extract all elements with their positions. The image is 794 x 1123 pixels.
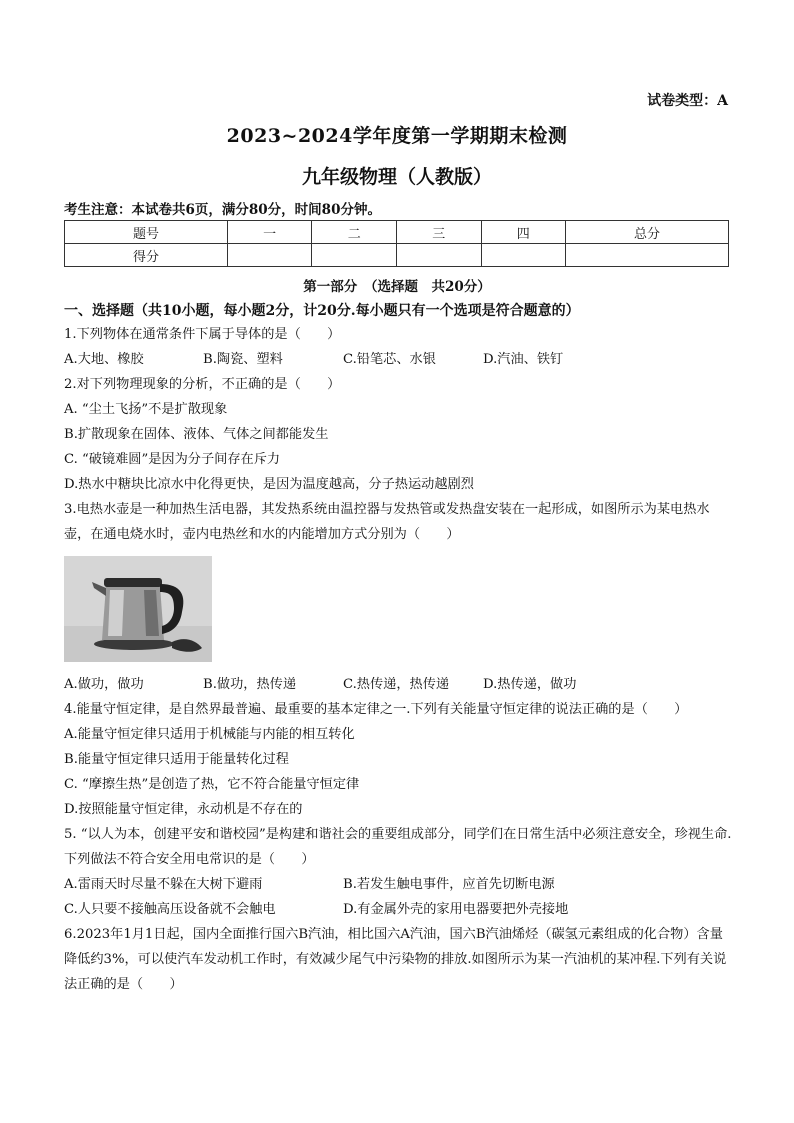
- question-stem: 1.下列物体在通常条件下属于导体的是（ ）: [64, 327, 341, 342]
- question-stem: 3.电热水壶是一种加热生活电器，其发热系统由温控器与发热管或发热盘安装在一起形成，如图所示为某电热水壶，在通电烧水时，壶内电热丝和水的内能增加方式分别为（ ）: [64, 502, 710, 542]
- score-cell-blank: [566, 244, 729, 267]
- score-row-label: 得分: [65, 244, 228, 267]
- section-heading: 一、选择题（共10小题，每小题2分，计20分.每小题只有一个选项是符合题意的）: [64, 303, 580, 319]
- option: A. “尘土飞扬”不是扩散现象: [64, 402, 228, 417]
- option: C. “摩擦生热”是创造了热，它不符合能量守恒定律: [64, 777, 360, 792]
- exam-title: 2023~2024学年度第一学期期末检测: [226, 125, 568, 147]
- option: A.能量守恒定律只适用于机械能与内能的相互转化: [64, 727, 355, 742]
- option: C.人只要不接触高压设备就不会触电: [64, 902, 276, 917]
- score-table-score-row: [65, 244, 729, 267]
- option-row: [64, 672, 732, 697]
- part-heading: 第一部分 （选择题 共20分）: [303, 279, 491, 295]
- option: D.有金属外壳的家用电器要把外壳接地: [343, 902, 569, 917]
- score-cell-blank: [227, 244, 312, 267]
- option: C.铅笔芯、水银: [343, 352, 436, 367]
- option: B.扩散现象在固体、液体、气体之间都能发生: [64, 427, 329, 442]
- score-table-header-row: [65, 221, 729, 244]
- option: B.能量守恒定律只适用于能量转化过程: [64, 752, 289, 767]
- score-table-header-cell: 四: [481, 221, 566, 244]
- option: B.若发生触电事件，应首先切断电源: [343, 877, 555, 892]
- question-stem: 2.对下列物理现象的分析，不正确的是（ ）: [64, 377, 341, 392]
- option: D.热传递，做功: [483, 677, 577, 692]
- option: A.做功，做功: [64, 677, 144, 692]
- question-stem: 5. “以人为本，创建平安和谐校园”是构建和谐社会的重要组成部分，同学们在日常生活中必须注意安全，珍视生命.下列做法不符合安全用电常识的是（ ）: [64, 827, 732, 867]
- candidate-notice: 考生注意：本试卷共6页，满分80分，时间80分钟。: [64, 202, 381, 218]
- option: D.汽油、铁钉: [483, 352, 564, 367]
- option: B.陶瓷、塑料: [203, 352, 283, 367]
- paper-type-label: 试卷类型：A: [647, 93, 728, 109]
- option: C. “破镜难圆”是因为分子间存在斥力: [64, 452, 281, 467]
- question-stem: 6.2023年1月1日起，国内全面推行国六B汽油，相比国六A汽油，国六B汽油烯烃（碳氢元素组成的化合物）含量降低约3%，可以使汽车发动机工作时，有效减少尾气中污染物的排放.如图所示为某一汽油机的某冲程.下列有关说法正确的是（ ）: [64, 927, 727, 992]
- score-table-header-cell: 三: [396, 221, 481, 244]
- question-stem: 4.能量守恒定律，是自然界最普遍、最重要的基本定律之一.下列有关能量守恒定律的说法正确的是（ ）: [64, 702, 688, 717]
- electric-kettle-image: [64, 556, 212, 662]
- option: A.大地、橡胶: [64, 352, 144, 367]
- option-row: [64, 897, 732, 922]
- score-table-header-cell: 总分: [566, 221, 729, 244]
- option: C.热传递，热传递: [343, 677, 450, 692]
- option: B.做功，热传递: [203, 677, 297, 692]
- score-cell-blank: [481, 244, 566, 267]
- option-row: [64, 347, 732, 372]
- score-table-header-cell: 题号: [65, 221, 228, 244]
- score-cell-blank: [396, 244, 481, 267]
- option: A.雷雨天时尽量不躲在大树下避雨: [64, 877, 263, 892]
- score-table-header-cell: 一: [227, 221, 312, 244]
- score-cell-blank: [312, 244, 397, 267]
- option: D.按照能量守恒定律，永动机是不存在的: [64, 802, 303, 817]
- score-table: [64, 220, 729, 267]
- exam-subtitle: 九年级物理（人教版）: [301, 166, 492, 188]
- option-row: [64, 872, 732, 897]
- kettle-figure: [64, 556, 212, 662]
- option: D.热水中糖块比凉水中化得更快，是因为温度越高，分子热运动越剧烈: [64, 477, 474, 492]
- score-table-header-cell: 二: [312, 221, 397, 244]
